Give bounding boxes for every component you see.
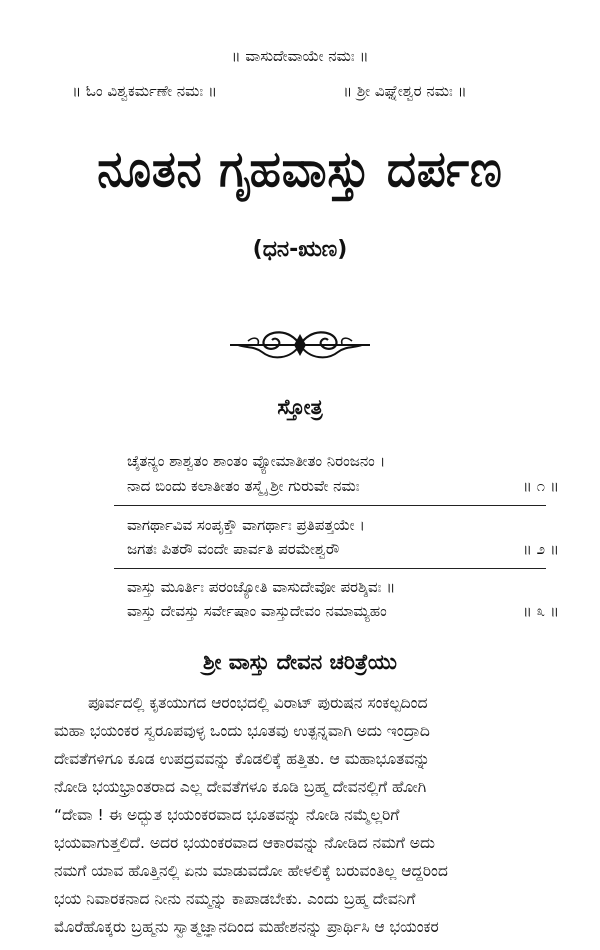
verse-2-line-1 — [127, 516, 559, 534]
verse-number: ॥ ೧ ॥ — [522, 477, 559, 495]
page-subtitle: (ಧನ-ಋಣ) — [252, 237, 348, 262]
verse-text: ವಾಗರ್ಥಾವಿವ ಸಂಪೃಕ್ತೌ ವಾಗರ್ಥಾಃ ಪ್ರತಿಪತ್ತಯೇ । — [127, 516, 365, 534]
paragraph-line: ಪೂರ್ವದಲ್ಲಿ ಕೃತಯುಗದ ಆರಂಭದಲ್ಲಿ ವಿರಾಟ್ ಪುರುಷನ ಸಂಕಲ್ಪದಿಂದ — [88, 694, 428, 712]
verse-3-line-1 — [127, 578, 559, 596]
history-heading: ಶ್ರೀ ವಾಸ್ತು ದೇವನ ಚರಿತ್ರೆಯು — [203, 650, 397, 674]
verse-1-line-1 — [127, 452, 559, 470]
verse-3-line-2 — [127, 602, 559, 620]
paragraph-line: ದೇವತೆಗಳಿಗೂ ಕೂಡ ಉಪದ್ರವವನ್ನು ಕೊಡಲಿಕ್ಕೆ ಹತ್ತಿತು. ಆ ಮಹಾಭೂತವನ್ನು — [54, 750, 430, 768]
paragraph-line: ನೋಡಿ ಭಯಭ್ರಾಂತರಾದ ಎಲ್ಲ ದೇವತೆಗಳೂ ಕೂಡಿ ಬ್ರಹ್ಮ ದೇವನಲ್ಲಿಗೆ ಹೋಗಿ — [54, 778, 427, 796]
verse-text: ನಾದ ಬಿಂದು ಕಲಾತೀತಂ ತಸ್ಮೈ ಶ್ರೀ ಗುರುವೇ ನಮಃ — [127, 477, 360, 495]
page-title: ನೂತನ ಗೃಹವಾಸ್ತು ದರ್ಪಣ — [97, 140, 503, 198]
verse-text: ವಾಸ್ತು ಮೂರ್ತಿಃ ಪರಂಜ್ಯೋತಿ ವಾಸುದೇವೋ ಪರಶ್ಶಿವಃ ॥ — [127, 578, 396, 596]
verse-divider — [114, 505, 546, 506]
verse-number: ॥ ೨ ॥ — [522, 540, 559, 558]
stotra-heading: ಸ್ತೋತ್ರ — [277, 395, 323, 419]
verse-text: ಜಗತಃ ಪಿತರೌ ವಂದೇ ಪಾರ್ವತಿ ಪರಮೇಶ್ವರೌ — [127, 540, 340, 558]
verse-number: ॥ ೩ ॥ — [522, 602, 559, 620]
paragraph-line: ಭಯವಾಗುತ್ತಲಿದೆ. ಅದರ ಭಯಂಕರವಾದ ಆಕಾರವನ್ನು ನೋಡಿದ ನಮಗೆ ಅದು — [54, 834, 435, 852]
invocation-vasudeva: ॥ ವಾಸುದೇವಾಯೇ ನಮಃ ॥ — [231, 47, 369, 65]
verse-text: ಚೈತನ್ಯಂ ಶಾಶ್ವತಂ ಶಾಂತಂ ವ್ಯೋಮಾತೀತಂ ನಿರಂಜನಂ । — [127, 452, 386, 470]
paragraph-line: ಮಹಾ ಭಯಂಕರ ಸ್ವರೂಪವುಳ್ಳ ಒಂದು ಭೂತವು ಉತ್ಪನ್ನವಾಗಿ ಅದು ಇಂದ್ರಾದಿ — [54, 722, 430, 740]
invocation-vighneshwara: ॥ ಶ್ರೀ ವಿಘ್ನೇಶ್ವರ ನಮಃ ॥ — [343, 82, 467, 100]
scroll-ornament-icon — [228, 324, 372, 364]
paragraph-line: “ದೇವಾ ! ಈ ಅದ್ಭುತ ಭಯಂಕರವಾದ ಭೂತವನ್ನು ನೋಡಿ ನಮ್ಮೆಲ್ಲರಿಗೆ — [54, 806, 400, 824]
verse-text: ವಾಸ್ತು ದೇವಸ್ತು ಸರ್ವೇಷಾಂ ವಾಸ್ತುದೇವಂ ನಮಾಮ್ಯಹಂ — [127, 602, 387, 620]
verse-2-line-2 — [127, 540, 559, 558]
paragraph-line: ನಮಗೆ ಯಾವ ಹೊತ್ತಿನಲ್ಲಿ ಏನು ಮಾಡುವದೋ ಹೇಳಲಿಕ್ಕೆ ಬರುವಂತಿಲ್ಲ ಆದ್ದರಿಂದ — [54, 862, 448, 880]
invocation-vishwakarma: ॥ ಓಂ ವಿಶ್ವಕರ್ಮಣೇ ನಮಃ ॥ — [72, 82, 218, 100]
verse-divider — [114, 568, 546, 569]
paragraph-line: ಮೊರೆಹೊಕ್ಕರು ಬ್ರಹ್ಮನು ಸ್ವಾತ್ಮಜ್ಞಾನದಿಂದ ಮಹೇಶನನ್ನು ಪ್ರಾರ್ಥಿಸಿ ಆ ಭಯಂಕರ — [54, 918, 439, 936]
verse-1-line-2 — [127, 477, 559, 495]
paragraph-line: ಭಯ ನಿವಾರಕನಾದ ನೀನು ನಮ್ಮನ್ನು ಕಾಪಾಡಬೇಕು. ಎಂದು ಬ್ರಹ್ಮ ದೇವನಿಗೆ — [54, 890, 416, 908]
